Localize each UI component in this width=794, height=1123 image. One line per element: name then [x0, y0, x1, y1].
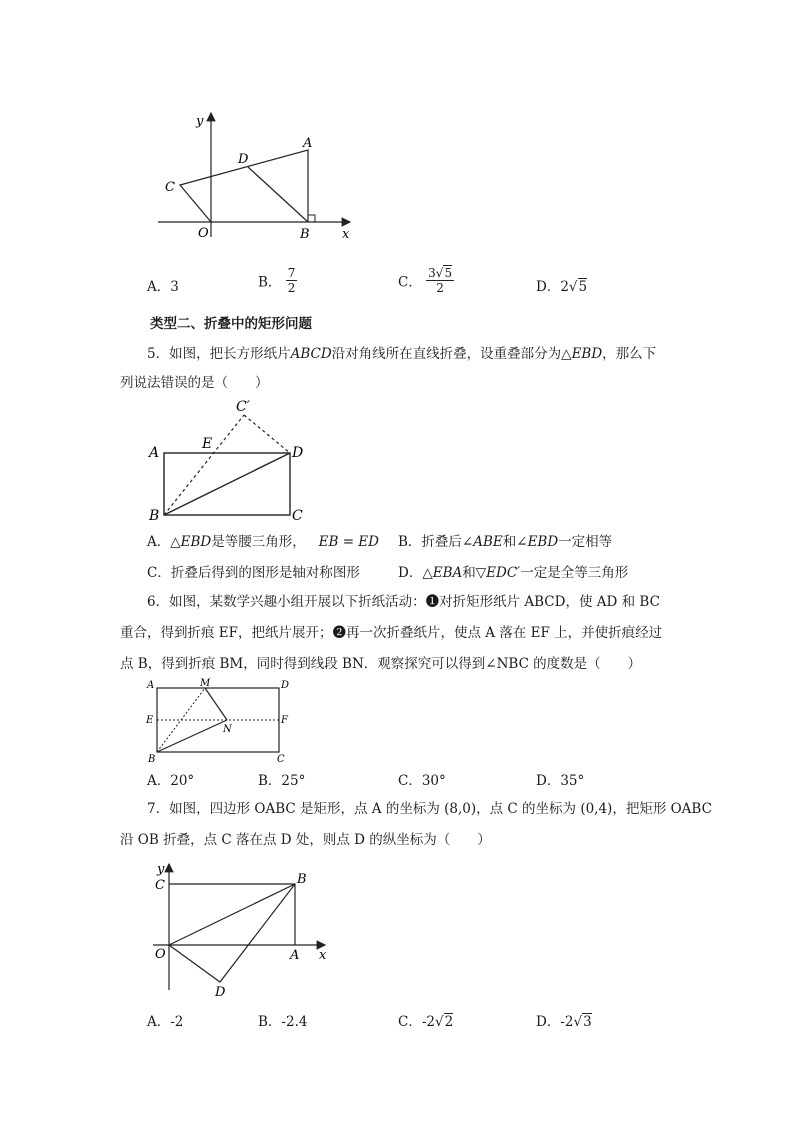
- q5-option-a-1: A．△: [147, 534, 181, 550]
- q4-option-b-prefix: B．: [258, 274, 282, 291]
- q7-option-d-prefix: D．-2: [536, 1014, 574, 1030]
- q6-option-c[interactable]: C．30°: [398, 773, 446, 789]
- q5-option-b-3: 和∠: [502, 534, 528, 550]
- q5-diagonal-bd: [164, 453, 290, 515]
- q7-figure: [145, 858, 335, 1000]
- q4-option-c-radicand: 5: [444, 266, 453, 280]
- q7-option-d-radicand: 3: [583, 1014, 592, 1030]
- q6-label-a: A: [147, 680, 155, 691]
- q6-stem-line3: 点 B，得到折痕 BM，同时得到线段 BN．观察探究可以得到∠NBC 的度数是（ ）: [120, 656, 642, 672]
- q6-label-f: F: [281, 715, 288, 726]
- q4-option-b-denominator: 2: [287, 281, 296, 295]
- q7-label-c: C: [155, 878, 165, 893]
- q6-stem-line2: 重合，得到折痕 EF，把纸片展开；❷再一次折叠纸片，使点 A 落在 EF 上，并使折痕经过: [120, 625, 663, 641]
- q5-label-a: A: [149, 445, 160, 461]
- q5-text-e: ，那么下: [602, 346, 657, 362]
- q5-option-c[interactable]: C．折叠后得到的图形是轴对称图形: [147, 565, 360, 581]
- q5-option-a[interactable]: [147, 530, 379, 550]
- q7-label-a: A: [290, 948, 300, 963]
- q4-option-c-denominator: 2: [436, 281, 444, 295]
- q7-stem-line2: 沿 OB 折叠，点 C 落在点 D 处，则点 D 的纵坐标为（ ）: [120, 832, 491, 848]
- q5-figure: [140, 395, 320, 525]
- q7-option-b[interactable]: B．-2.4: [258, 1014, 308, 1030]
- q4-segment-db: [248, 167, 308, 222]
- q4-option-d[interactable]: D．2√5: [536, 279, 588, 295]
- q5-option-b-4: EBD: [527, 534, 559, 550]
- q4-option-a[interactable]: A．3: [147, 279, 179, 295]
- q5-option-d-3: 和▽: [462, 565, 487, 581]
- q6-label-b: B: [148, 754, 156, 765]
- q5-label-e: E: [202, 436, 213, 452]
- section-heading: 类型二、折叠中的矩形问题: [150, 316, 312, 332]
- q7-diagonal-ob: [169, 884, 295, 945]
- q4-label-b: B: [300, 227, 310, 242]
- q4-option-d-coef: 2: [560, 279, 569, 295]
- q6-label-m: M: [200, 678, 211, 689]
- q5-text-ebd: EBD: [571, 346, 603, 362]
- q5-label-d: D: [292, 445, 304, 461]
- q4-label-d: D: [238, 152, 249, 167]
- q5-label-c: C: [292, 508, 303, 524]
- q5-text-a: 5．如图，把长方形纸片: [147, 346, 291, 362]
- q5-option-d-2: EBA: [432, 565, 463, 581]
- q7-folded-obd: [169, 884, 295, 982]
- q4-label-y: y: [196, 114, 204, 129]
- q6-label-e: E: [146, 715, 154, 726]
- q7-option-c[interactable]: C．-2√2: [398, 1014, 454, 1030]
- q4-option-c[interactable]: [398, 266, 454, 295]
- q6-option-b[interactable]: B．25°: [258, 773, 306, 789]
- q5-option-a-2: EBD: [180, 534, 212, 550]
- q4-option-c-fraction: [426, 266, 454, 295]
- q4-option-b-fraction: [286, 266, 298, 295]
- q4-option-c-numerator: 3√5: [428, 266, 453, 280]
- q7-label-o: O: [155, 947, 166, 962]
- q6-label-d: D: [281, 680, 290, 691]
- q5-option-d-4: EDC′: [486, 565, 521, 581]
- q5-option-b-1: B．折叠后∠: [398, 534, 474, 550]
- q7-label-d: D: [215, 985, 226, 1000]
- q5-text-abcd: ABCD: [290, 346, 332, 362]
- q4-option-d-radicand: 5: [578, 279, 588, 295]
- q5-label-b: B: [149, 508, 160, 524]
- q4-option-d-prefix: D．: [536, 279, 561, 295]
- q5-option-a-3: 是等腰三角形，: [211, 534, 306, 550]
- q5-option-b-5: 一定相等: [558, 534, 613, 550]
- q5-option-b-2: ABE: [473, 534, 503, 550]
- q5-stem-line2: 列说法错误的是（ ）: [120, 375, 269, 391]
- q5-dashed-bcp: [164, 415, 244, 515]
- q7-label-x: x: [319, 948, 327, 963]
- q5-option-d-5: 一定是全等三角形: [520, 565, 629, 581]
- q4-option-c-prefix: C．: [398, 274, 422, 291]
- q4-option-b[interactable]: [258, 266, 297, 295]
- q6-option-a[interactable]: A．20°: [147, 773, 195, 789]
- q7-label-y: y: [157, 862, 165, 877]
- q4-label-o: O: [198, 226, 209, 241]
- q6-figure: [143, 676, 303, 768]
- q4-label-x: x: [342, 227, 350, 242]
- q4-option-c-coef: 3: [428, 266, 436, 280]
- q4-right-angle-mark: [308, 215, 315, 222]
- q5-option-b[interactable]: [398, 530, 612, 550]
- q7-option-c-radicand: 2: [444, 1014, 454, 1030]
- q4-label-c: C: [165, 180, 175, 195]
- q5-label-cp: C′: [236, 399, 250, 415]
- q7-stem-line1: 7．如图，四边形 OABC 是矩形，点 A 的坐标为 (8,0)，点 C 的坐标为 (0,4)，把矩形 OABC: [147, 801, 712, 817]
- q6-segment-mn: [205, 688, 227, 720]
- q5-option-a-4: EB = ED: [318, 534, 379, 550]
- q7-label-b: B: [297, 872, 307, 887]
- q4-label-a: A: [303, 136, 313, 151]
- q7-option-c-prefix: C．-2: [398, 1014, 435, 1030]
- q6-segment-bn: [157, 720, 227, 752]
- q5-option-d-1: D．△: [398, 565, 433, 581]
- q4-option-b-numerator: 7: [287, 266, 296, 280]
- q7-option-d[interactable]: D．-2√3: [536, 1014, 592, 1030]
- q6-label-n: N: [223, 724, 232, 735]
- q4-figure: [150, 105, 365, 245]
- q6-option-d[interactable]: D．35°: [536, 773, 585, 789]
- q5-text-c: 沿对角线所在直线折叠，设重叠部分为△: [331, 346, 572, 362]
- q5-dashed-cpd: [244, 415, 290, 453]
- q5-stem-line1: [147, 344, 656, 364]
- q6-stem-line1: 6．如图，某数学兴趣小组开展以下折纸活动：❶对折矩形纸片 ABCD，使 AD 和 BC: [147, 594, 660, 610]
- q7-option-a[interactable]: A．-2: [147, 1014, 184, 1030]
- q5-option-d[interactable]: [398, 561, 628, 581]
- q6-label-c: C: [277, 754, 285, 765]
